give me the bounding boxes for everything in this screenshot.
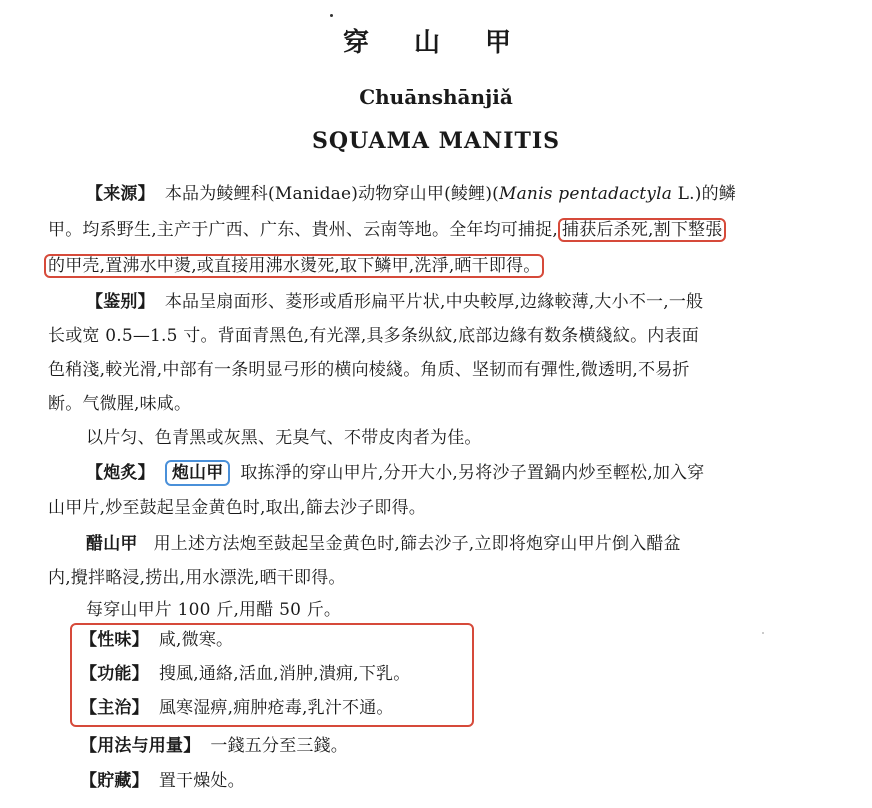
print-speck <box>762 632 764 634</box>
vinegar-line-2: 内,攪拌略浸,捞出,用水漂洗,晒干即得。 <box>48 568 346 588</box>
title-latin: SQUAMA MANITIS <box>311 128 561 154</box>
identification-line-3: 色稍淺,較光滑,中部有一条明显弓形的横向棱綫。角质、坚韧而有彈性,微透明,不易折 <box>48 360 690 380</box>
identification-tag: 【鉴别】 <box>86 292 155 312</box>
source-line-2: 甲。均系野生,主产于广西、广东、貴州、云南等地。全年均可捕捉, 捕获后杀死,割下整張 <box>48 218 726 242</box>
source-line-3 <box>44 254 544 278</box>
identification-line-2: 长或宽 0.5—1.5 寸。背面青黑色,有光澤,具多条纵紋,底部边緣有数条横綫紋。内表面 <box>48 326 699 346</box>
processing-line-2: 山甲片,炒至鼓起呈金黄色时,取出,篩去沙子即得。 <box>48 498 427 518</box>
title-pinyin: Chuānshānjiǎ <box>359 85 513 109</box>
source-tag: 【来源】 <box>86 184 155 204</box>
species-name: Manis pentadactyla <box>498 184 673 204</box>
dosage-tag: 【用法与用量】 <box>80 736 201 756</box>
print-speck <box>330 14 333 17</box>
highlight-box-processing: 捕获后杀死,割下整張 <box>558 218 726 242</box>
dosage-line: 【用法与用量】 一錢五分至三錢。 <box>80 736 349 756</box>
highlight-box-processing-cont: 的甲壳,置沸水中燙,或直接用沸水燙死,取下鳞甲,洗淨,晒干即得。 <box>44 254 544 278</box>
processing-tag: 【炮炙】 <box>86 463 155 483</box>
function-tag: 【功能】 <box>80 664 149 684</box>
storage-tag: 【貯藏】 <box>80 771 149 791</box>
ratio-line: 每穿山甲片 100 斤,用醋 50 斤。 <box>86 600 342 620</box>
title-chinese: 穿 山 甲 <box>342 28 530 58</box>
function-line: 【功能】 搜風,通絡,活血,消肿,潰痈,下乳。 <box>80 664 411 684</box>
source-line-1: 【来源】 本品为鲮鲤科(Manidae)动物穿山甲(鲮鲤)(Manis pentadactyla L.)的鳞 <box>86 184 736 204</box>
processing-line-1: 【炮炙】 炮山甲 取拣淨的穿山甲片,分开大小,另将沙子置鍋内炒至輕松,加入穿 <box>86 461 704 485</box>
indication-tag: 【主治】 <box>80 698 149 718</box>
storage-line: 【貯藏】 置干燥处。 <box>80 771 245 791</box>
quality-line: 以片匀、色青黑或灰黑、无臭气、不带皮肉者为佳。 <box>86 428 482 448</box>
identification-line-1: 【鉴别】 本品呈扇面形、菱形或盾形扁平片状,中央較厚,边緣較薄,大小不一,一般 <box>86 292 704 312</box>
identification-line-4: 断。气微腥,味咸。 <box>48 394 192 414</box>
vinegar-line-1: 醋山甲 用上述方法炮至鼓起呈金黄色时,篩去沙子,立即将炮穿山甲片倒入醋盆 <box>86 534 681 554</box>
indication-line: 【主治】 風寒湿痹,痈肿疮毒,乳汁不通。 <box>80 698 394 718</box>
vinegar-label: 醋山甲 <box>86 534 138 554</box>
nature-line: 【性味】 咸,微寒。 <box>80 630 234 650</box>
nature-tag: 【性味】 <box>80 630 149 650</box>
highlight-box-paoshanjia: 炮山甲 <box>165 460 231 486</box>
